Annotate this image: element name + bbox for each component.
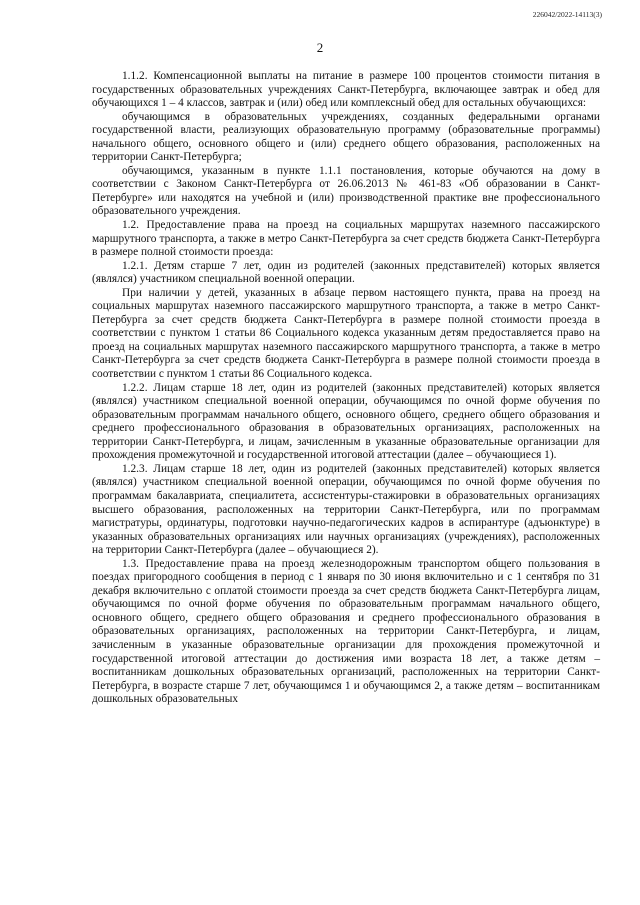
page-number: 2 [316,40,324,55]
paragraph-1-1-2: 1.1.2. Компенсационной выплаты на питание в размере 100 процентов стоимости питания в государственных образовательных учреждениях Санкт-Петербурга, включающее завтрак и обед для обучающихся 1 – 4 классов, завтрак и (или) обед или комплексный обед для остальных обучающихся: [92,70,600,110]
paragraph-1-2-1-note: При наличии у детей, указанных в абзаце первом настоящего пункта, права на проезд на социальных маршрутах наземного пассажирского маршрутного транспорта, а также в метро Санкт-Петербурга за счет средств бюджета Санкт-Петербурга в размере полной стоимости проезда в соответствии с пунктом 1 статьи 86 Социального кодекса указанным детям предоставляется право на проезд на социальных маршрутах наземного пассажирского маршрутного транспорта, а также в метро Санкт-Петербурга за счет средств бюджета Санкт-Петербурга в размере полной стоимости проезда в соответствии с пунктом 1 статьи 86 Социального кодекса. [92,286,600,381]
paragraph-1-2: 1.2. Предоставление права на проезд на социальных маршрутах наземного пассажирского маршрутного транспорта, а также в метро Санкт-Петербурга за счет средств бюджета Санкт-Петербурга в размере полной стоимости проезда: [92,219,600,259]
document-code: 226042/2022-14113(3) [532,10,602,19]
paragraph-1-2-3: 1.2.3. Лицам старше 18 лет, один из родителей (законных представителей) которых является (являлся) участником специальной военной операции, обучающимся по очной форме обучения по программам бакалавриата, специалитета, ассистентуры-стажировки в образовательных организациях высшего образования, расположенных на территории Санкт-Петербурга, или по программам магистратуры, ординатуры, подготовки научно-педагогических кадров в аспирантуре (адъюнктуре) в указанных образовательных организациях или научных организациях (учреждениях), расположенных на территории Санкт-Петербурга (далее – обучающиеся 2). [92,462,600,557]
document-body [92,70,600,707]
paragraph-federal-institutions: обучающимся в образовательных учреждениях, созданных федеральными органами государственной власти, реализующих образовательную программу (образовательные программы) начального общего, основного общего и (или) среднего общего образования, расположенных на территории Санкт-Петербурга; [92,110,600,164]
paragraph-home-schooled: обучающимся, указанным в пункте 1.1.1 постановления, которые обучаются на дому в соответствии с Законом Санкт-Петербурга от 26.06.2013 № 461-83 «Об образовании в Санкт-Петербурге» или находятся на учебной и (или) производственной практике вне профессионального образовательного учреждения. [92,164,600,218]
paragraph-1-3: 1.3. Предоставление права на проезд железнодорожным транспортом общего пользования в поездах пригородного сообщения в период с 1 января по 30 июня включительно и с 1 сентября по 31 декабря включительно с оплатой стоимости проезда за счет средств бюджета Санкт-Петербурга лицам, обучающимся по очной форме обучения по образовательным программам начального общего, основного общего, среднего общего образования и среднего профессионального образования в образовательных организациях, расположенных на территории Санкт-Петербурга, и лицам, зачисленным в указанные образовательные организации для прохождения промежуточной и государственной итоговой аттестации до достижения ими возраста 18 лет, а также детям – воспитанникам дошкольных образовательных организаций, расположенных на территории Санкт-Петербурга, в возрасте старше 7 лет, обучающимся 1 и обучающимся 2, а также детям – воспитанникам дошкольных образовательных [92,557,600,706]
paragraph-1-2-1: 1.2.1. Детям старше 7 лет, один из родителей (законных представителей) которых является (являлся) участником специальной военной операции. [92,259,600,286]
paragraph-1-2-2: 1.2.2. Лицам старше 18 лет, один из родителей (законных представителей) которых является (являлся) участником специальной военной операции, обучающимся по очной форме обучения по образовательным программам начального общего, основного общего, среднего общего образования и среднего профессионального образования в образовательных организациях, расположенных на территории Санкт-Петербурга, и лицам, зачисленным в указанные образовательные организации для прохождения промежуточной и государственной итоговой аттестации (далее – обучающиеся 1). [92,381,600,462]
